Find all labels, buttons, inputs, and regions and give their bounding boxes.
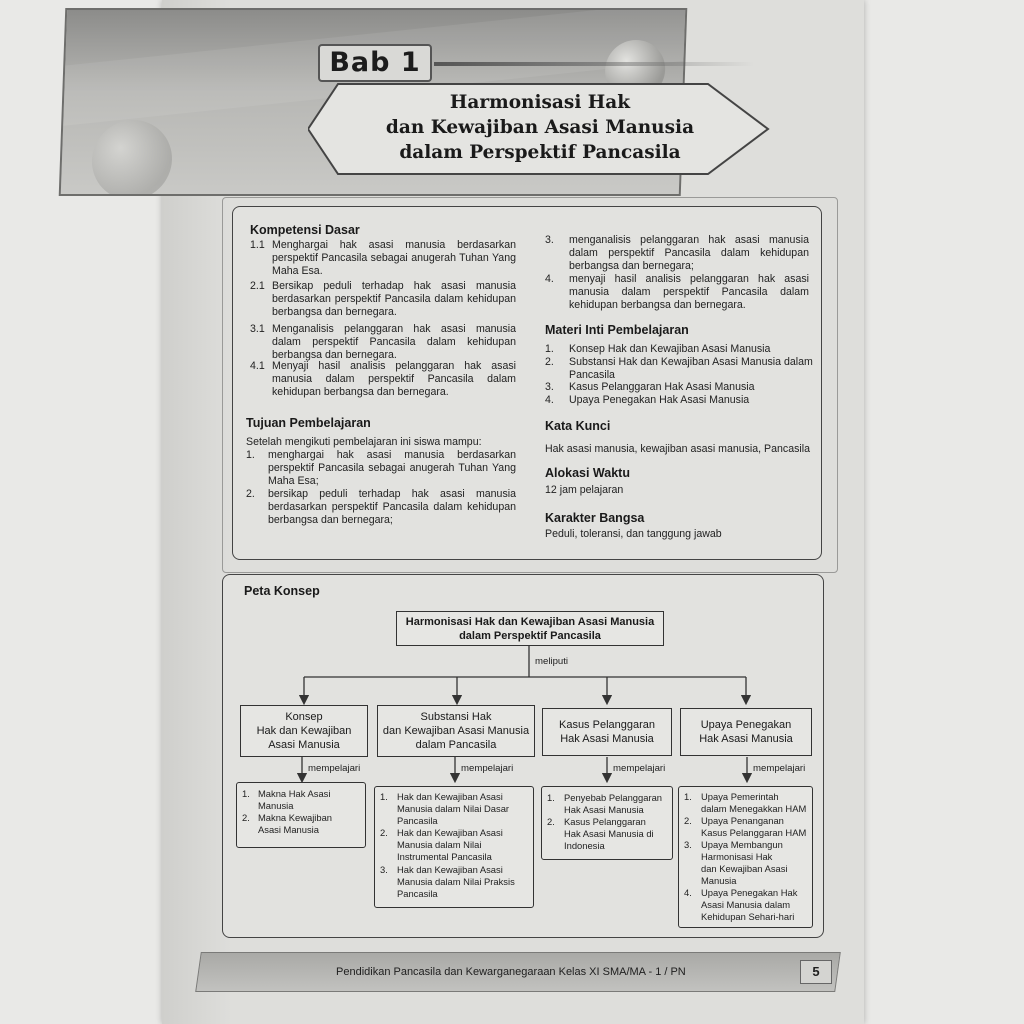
concept-list	[541, 786, 673, 860]
item-number: 3.1	[250, 323, 265, 335]
item-text: Upaya Penegakan Hak Asasi Manusia	[569, 394, 750, 406]
branch-line: Kasus Pelanggaran	[558, 719, 655, 731]
page-number: 5	[800, 960, 832, 984]
list-text	[701, 815, 815, 839]
alokasi-waktu-heading: Alokasi Waktu	[545, 466, 630, 480]
list-text-line: Kehidupan Sehari-hari	[701, 911, 795, 922]
connector-label: mempelajari	[613, 763, 666, 774]
list-text-line: dalam Menegakkan HAM	[701, 803, 807, 814]
concept-branch	[240, 705, 368, 757]
branch-line: Hak Asasi Manusia	[560, 733, 654, 745]
list-text-line: Makna Hak Asasi	[258, 788, 331, 799]
list-num: 2.	[380, 827, 388, 838]
kata-kunci-heading: Kata Kunci	[545, 419, 611, 433]
connector-label: mempelajari	[461, 763, 514, 774]
branch-line: Konsep	[285, 711, 323, 723]
list-text	[564, 816, 674, 852]
list-text	[397, 791, 535, 827]
list-text-line: Pancasila	[397, 888, 438, 899]
connector-label: mempelajari	[308, 763, 361, 774]
list-text-line: Hak dan Kewajiban Asasi	[397, 864, 503, 875]
list-text-line: Makna Kewajiban	[258, 812, 333, 823]
list-text	[564, 792, 674, 816]
list-text-line: Penyebab Pelanggaran	[564, 792, 662, 803]
item-text: menganalisis pelanggaran hak asasi manusia dalam perspektif Pancasila dalam kehidupan berbangsa dan bernegara;	[569, 234, 809, 272]
branch-line: dan Kewajiban Asasi Manusia	[382, 725, 530, 737]
list-num: 1.	[242, 788, 250, 799]
list-text-line: Manusia dalam Nilai Dasar	[397, 803, 510, 814]
list-num: 3.	[684, 839, 692, 850]
tujuan-heading: Tujuan Pembelajaran	[246, 416, 371, 430]
concept-list	[678, 786, 813, 928]
concept-root-line: Harmonisasi Hak dan Kewajiban Asasi Manusia	[405, 615, 655, 628]
list-text-line: Hak dan Kewajiban Asasi	[397, 827, 503, 838]
branch-line: Substansi Hak	[420, 711, 492, 723]
list-text-line: Kasus Pelanggaran HAM	[701, 827, 807, 838]
item-number: 2.1	[250, 280, 265, 292]
list-text-line: Asasi Manusia	[258, 824, 319, 835]
item-text: Menganalisis pelanggaran hak asasi manusia dalam perspektif Pancasila dalam kehidupan berbangsa dan bernegara.	[272, 323, 516, 361]
item-number: 2.	[545, 356, 554, 368]
list-text-line: Hak dan Kewajiban Asasi	[397, 791, 503, 802]
item-number: 4.	[545, 394, 554, 406]
concept-list	[374, 786, 534, 908]
concept-root	[396, 611, 664, 646]
item-text: Menyaji hasil analisis pelanggaran hak asasi manusia dalam perspektif Pancasila dalam kehidupan berbangsa dan bernegara.	[272, 360, 516, 398]
list-num: 3.	[380, 864, 388, 875]
connector-label: mempelajari	[753, 763, 806, 774]
kompetensi-dasar-heading: Kompetensi Dasar	[250, 223, 360, 237]
karakter-bangsa-text: Peduli, toleransi, dan tanggung jawab	[545, 528, 722, 540]
tujuan-intro: Setelah mengikuti pembelajaran ini siswa mampu:	[246, 436, 482, 448]
branch-line: Hak Asasi Manusia	[699, 733, 793, 745]
chapter-title-line: dalam Perspektif Pancasila	[399, 142, 681, 163]
list-text-line: Pancasila	[397, 815, 438, 826]
list-text-line: Manusia dalam Nilai	[397, 839, 482, 850]
list-text-line: Upaya Membangun	[701, 839, 783, 850]
list-text-line: Upaya Pemerintah	[701, 791, 779, 802]
concept-branch	[377, 705, 535, 757]
list-text-line: Hak Asasi Manusia	[564, 804, 644, 815]
item-text: Kasus Pelanggaran Hak Asasi Manusia	[569, 381, 755, 393]
item-text: Bersikap peduli terhadap hak asasi manusia berdasarkan perspektif Pancasila dalam kehidupan berbangsa dan bernegara.	[272, 280, 516, 318]
list-text	[258, 788, 358, 812]
item-number: 3.	[545, 381, 554, 393]
list-num: 1.	[547, 792, 555, 803]
list-text-line: Upaya Penanganan	[701, 815, 784, 826]
item-text: bersikap peduli terhadap hak asasi manusia berdasarkan perspektif Pancasila dalam kehidupan berbangsa dan bernegara;	[268, 488, 516, 526]
list-num: 2.	[547, 816, 555, 827]
item-text: Menghargai hak asasi manusia berdasarkan perspektif Pancasila sebagai anugerah Tuhan Yang Maha Esa.	[272, 239, 516, 277]
list-num: 4.	[684, 887, 692, 898]
item-text: Substansi Hak dan Kewajiban Asasi Manusia dalam Pancasila	[569, 356, 813, 381]
kata-kunci-text: Hak asasi manusia, kewajiban asasi manusia, Pancasila	[545, 443, 810, 455]
item-number: 1.	[246, 449, 255, 461]
concept-root-line: dalam Perspektif Pancasila	[459, 629, 601, 642]
item-number: 3.	[545, 234, 554, 246]
chapter-title-line: Harmonisasi Hak	[449, 92, 631, 113]
branch-line: Hak dan Kewajiban	[256, 725, 352, 737]
list-text-line: Manusia	[258, 800, 294, 811]
connector-label: meliputi	[535, 656, 569, 667]
list-text-line: dan Kewajiban Asasi	[701, 863, 788, 874]
chapter-label: Bab 1	[329, 47, 421, 78]
item-number: 4.1	[250, 360, 265, 372]
alokasi-waktu-text: 12 jam pelajaran	[545, 484, 624, 496]
branch-line: dalam Pancasila	[415, 739, 497, 751]
concept-list	[236, 782, 366, 848]
list-text-line: Harmonisasi Hak	[701, 851, 773, 862]
materi-heading: Materi Inti Pembelajaran	[545, 323, 689, 337]
list-text-line: Hak Asasi Manusia di	[564, 828, 654, 839]
list-num: 1.	[380, 791, 388, 802]
concept-branch	[542, 708, 672, 756]
list-text	[258, 812, 358, 836]
list-text-line: Upaya Penegakan Hak	[701, 887, 798, 898]
branch-line: Upaya Penegakan	[700, 719, 792, 731]
item-text: Konsep Hak dan Kewajiban Asasi Manusia	[569, 343, 771, 355]
list-num: 2.	[684, 815, 692, 826]
concept-branch	[680, 708, 812, 756]
list-text-line: Asasi Manusia dalam	[701, 899, 791, 910]
peta-konsep-heading: Peta Konsep	[244, 584, 320, 598]
list-text	[701, 839, 815, 887]
footer-text: Pendidikan Pancasila dan Kewarganegaraan Kelas XI SMA/MA - 1 / PN	[336, 966, 686, 978]
item-number: 4.	[545, 273, 554, 285]
item-text: menghargai hak asasi manusia berdasarkan perspektif Pancasila sebagai anugerah Tuhan Yang Maha Esa;	[268, 449, 516, 487]
item-text: menyaji hasil analisis pelanggaran hak asasi manusia dalam perspektif Pancasila dalam kehidupan berbangsa dan bernegara.	[569, 273, 809, 311]
list-num: 1.	[684, 791, 692, 802]
list-text	[701, 887, 815, 923]
list-text-line: Kasus Pelanggaran	[564, 816, 646, 827]
branch-line: Asasi Manusia	[268, 739, 340, 751]
list-text-line: Manusia dalam Nilai Praksis	[397, 876, 515, 887]
karakter-bangsa-heading: Karakter Bangsa	[545, 511, 645, 525]
item-number: 1.1	[250, 239, 265, 251]
chapter-title-line: dan Kewajiban Asasi Manusia	[385, 117, 695, 138]
list-text	[397, 827, 535, 863]
item-number: 2.	[246, 488, 255, 500]
list-text-line: Indonesia	[564, 840, 605, 851]
list-text	[397, 864, 535, 900]
item-number: 1.	[545, 343, 554, 355]
list-text-line: Manusia	[701, 875, 737, 886]
list-num: 2.	[242, 812, 250, 823]
list-text-line: Instrumental Pancasila	[397, 851, 492, 862]
list-text	[701, 791, 815, 815]
